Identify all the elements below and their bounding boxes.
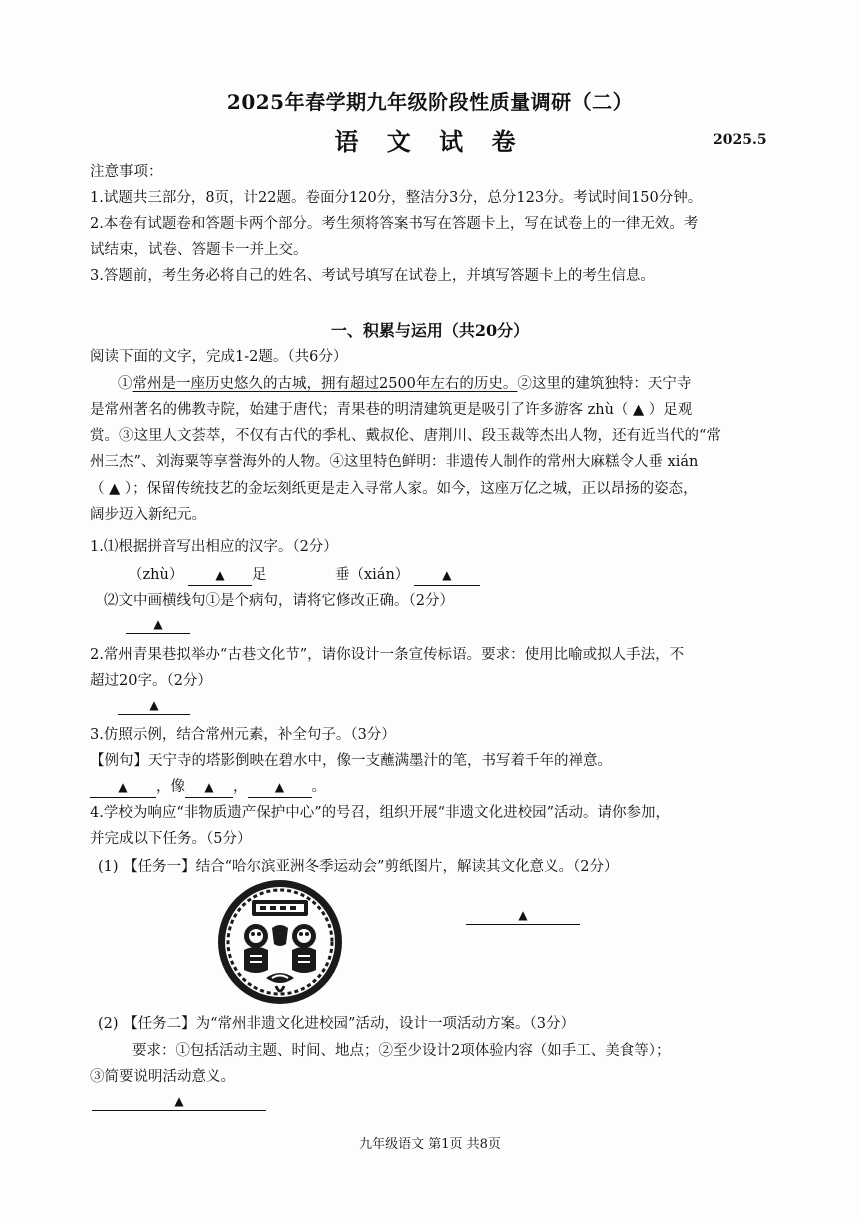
question-3-stem: 3.仿照示例，结合常州元素，补全句子。（3分）	[90, 727, 396, 743]
answer-blank[interactable]: ▲	[90, 777, 156, 798]
question-1-b: 垂（xián） ▲	[335, 565, 480, 586]
exam-title: 2025年春学期九年级阶段性质量调研（二）	[226, 90, 634, 114]
notice-item: 3.答题前，考生务必将自己的姓名、考试号填写在试卷上，并填写答题卡上的考生信息。	[90, 268, 655, 284]
answer-line[interactable]: ▲	[466, 906, 580, 925]
passage-text: ②这里的建筑独特：天宁寺	[517, 376, 692, 392]
answer-line[interactable]: ▲	[92, 1092, 266, 1111]
answer-blank[interactable]: ▲	[185, 777, 233, 798]
answer-blank[interactable]: ▲	[188, 565, 252, 586]
question-1-a: （zhù） ▲ 足	[128, 565, 266, 586]
answer-blank[interactable]: ▲	[248, 777, 312, 798]
answer-blank[interactable]: ▲	[414, 565, 480, 586]
notice-item: 2.本卷有试题卷和答题卡两个部分。考生须将答案书写在答题卡上，写在试卷上的一律无效。考	[90, 216, 699, 232]
papercut-image	[216, 878, 344, 1006]
passage-line: 是常州著名的佛教寺院，始建于唐代；青果巷的明清建筑更是吸引了许多游客 zhù（ ▲ ）足观	[90, 402, 693, 418]
task-2-requirement: 要求：①包括活动主题、时间、地点；②至少设计2项体验内容（如手工、美食等）；	[132, 1043, 671, 1059]
task-1: (1) 【任务一】结合“哈尔滨亚洲冬季运动会”剪纸图片，解读其文化意义。（2分）	[98, 859, 619, 875]
page-footer: 九年级语文 第1页 共8页	[359, 1137, 501, 1152]
question-2-line: 超过20字。（2分）	[90, 673, 212, 689]
passage-line	[118, 374, 691, 394]
question-3-example: 【例句】天宁寺的塔影倒映在碧水中，像一支蘸满墨汁的笔，书写着千年的禅意。	[90, 753, 612, 769]
answer-line[interactable]: ▲	[118, 696, 190, 715]
task-2: (2) 【任务二】为“常州非遗文化进校园”活动，设计一项活动方案。（3分）	[98, 1016, 575, 1032]
question-1-stem: 1.⑴根据拼音写出相应的汉字。（2分）	[90, 539, 338, 555]
passage-line: 州三杰”、刘海粟等享誉海外的人物。④这里特色鲜明：非遗传人制作的常州大麻糕令人垂 xián	[90, 454, 699, 470]
question-3-blanks: ▲ ，像 ▲ ， ▲ 。	[90, 777, 326, 798]
exam-date: 2025.5	[713, 132, 767, 148]
passage-line: （ ▲ ）；保留传统技艺的金坛刻纸更是走入寻常人家。如今，这座万亿之城，正以昂扬的姿态，	[90, 481, 698, 497]
section-title: 一、积累与运用（共20分）	[330, 321, 530, 340]
question-4-line: 4.学校为响应“非物质遗产保护中心”的号召，组织开展“非遗文化进校园”活动。请你参加，	[90, 805, 670, 821]
exam-subtitle: 语 文 试 卷	[334, 127, 526, 156]
answer-line[interactable]: ▲	[126, 615, 190, 634]
reading-intro: 阅读下面的文字，完成1-2题。（共6分）	[90, 349, 348, 365]
question-4-line: 并完成以下任务。（5分）	[90, 831, 252, 847]
notice-heading: 注意事项：	[90, 164, 163, 180]
passage-line: 阔步迈入新纪元。	[90, 507, 206, 523]
question-1-sub2: ⑵文中画横线句①是个病句，请将它修改正确。（2分）	[104, 593, 454, 609]
sentence-marker: ①	[118, 376, 133, 392]
underlined-sentence: 常州是一座历史悠久的古城，拥有超过2500年左右的历史。	[132, 376, 518, 392]
passage-line: 赏。③这里人文荟萃，不仅有古代的季札、戴叔伦、唐荆川、段玉裁等杰出人物，还有近当代的“常	[90, 428, 721, 444]
task-2-requirement: ③简要说明活动意义。	[90, 1069, 235, 1085]
notice-item: 试结束，试卷、答题卡一并上交。	[90, 242, 308, 258]
question-2-line: 2.常州青果巷拟举办“古巷文化节”，请你设计一条宣传标语。要求：使用比喻或拟人手法，不	[90, 647, 685, 663]
notice-item: 1.试题共三部分，8页，计22题。卷面分120分，整洁分3分，总分123分。考试时间150分钟。	[90, 190, 703, 206]
